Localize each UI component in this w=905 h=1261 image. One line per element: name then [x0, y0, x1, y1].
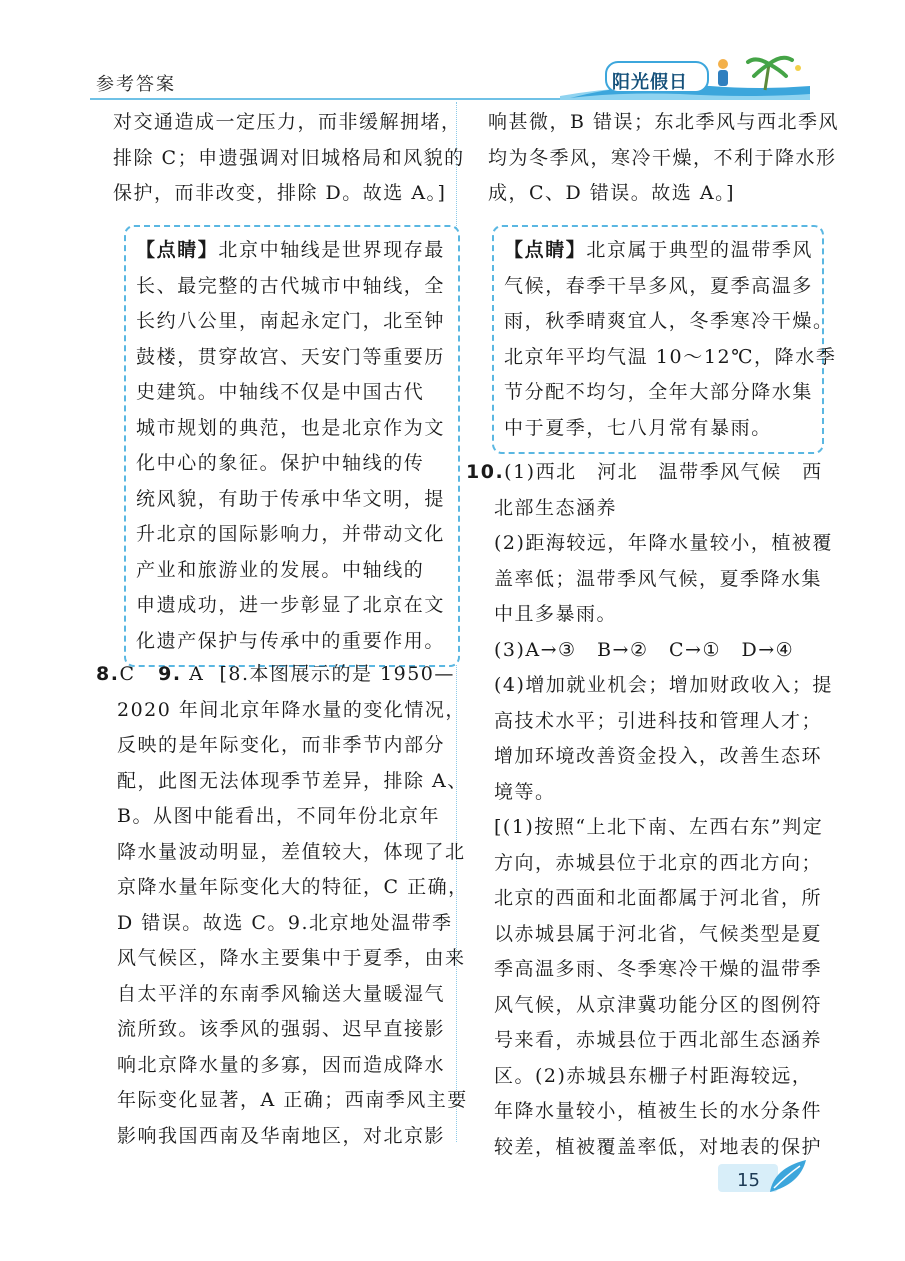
text-line: 对交通造成一定压力，而非缓解拥堵， [113, 111, 462, 133]
text-line: 北部生态涵养 [494, 496, 618, 519]
text-line: 中于夏季，七八月常有暴雨。 [504, 416, 772, 439]
text-line: 长、最完整的古代城市中轴线，全 [136, 274, 446, 297]
text-line: 流所致。该季风的强弱、迟早直接影 [117, 1018, 446, 1040]
text-line: 号来看，赤城县位于西北部生态涵养 [494, 1029, 823, 1051]
text-line: 申遗成功，进一步彰显了北京在文 [136, 594, 446, 616]
text-line: 产业和旅游业的发展。中轴线的 [136, 558, 425, 581]
text-line: 升北京的国际影响力，并带动文化 [136, 523, 446, 545]
answer-10-body [494, 491, 833, 1166]
text-line: 雨，秋季晴爽宜人，冬季寒冷干燥。 [504, 310, 834, 332]
text-line [466, 455, 823, 491]
note-tag: 【点睛】 [504, 239, 587, 261]
text-line: 自太平洋的东南季风输送大量暖湿气 [117, 982, 446, 1005]
page-number-leaf-icon [718, 1158, 808, 1196]
text-line: 以赤城县属于河北省，气候类型是夏 [494, 922, 823, 945]
text-line: 较差，植被覆盖率低，对地表的保护 [494, 1135, 823, 1158]
question-number: 10. [466, 461, 505, 483]
answer-8-9-body [117, 693, 469, 1155]
text-line: 成，C、D 错误。故选 A。] [488, 182, 735, 204]
text-line: 区。(2)赤城县东栅子村距海较远， [494, 1064, 813, 1087]
text-line: 风气候，从京津冀功能分区的图例符 [494, 993, 823, 1016]
question-number: 8. [96, 663, 120, 685]
text-line: 响甚微，B 错误；东北季风与西北季风 [488, 111, 840, 133]
text-line: (4)增加就业机会；增加财政收入；提 [494, 674, 833, 696]
brand-title: 阳光假日 [612, 72, 688, 93]
text-line: 增加环境改善资金投入，改善生态环 [494, 745, 823, 767]
text-line [504, 233, 814, 269]
text-line: 反映的是年际变化，而非季节内部分 [117, 734, 446, 756]
note-box-right [492, 225, 837, 454]
text-line: 配，此图无法体现季节差异，排除 A、 [117, 769, 468, 792]
text-line: 风气候区，降水主要集中于夏季，由来 [117, 947, 466, 969]
text-segment: [8.本图展示的是 1950— [219, 663, 455, 685]
text-line: D 错误。故选 C。9.北京地处温带季 [117, 911, 453, 934]
text-line: 中且多暴雨。 [494, 603, 618, 625]
text-line: (3)A→③ B→② C→① D→④ [494, 638, 795, 661]
text-line: 化遗产保护与传承中的重要作用。 [136, 629, 446, 652]
text-line: 2020 年间北京年降水量的变化情况， [117, 698, 466, 721]
text-line: [(1)按照“上北下南、左西右东”判定 [494, 816, 824, 838]
text-segment: (1)西北 河北 温带季风气候 西 [504, 461, 823, 483]
text-line: 响北京降水量的多寡，因而造成降水 [117, 1053, 446, 1076]
answer-value: C [119, 663, 136, 685]
text-line: 史建筑。中轴线不仅是中国古代 [136, 381, 425, 403]
text-line: 统风貌，有助于传承中华文明，提 [136, 487, 446, 510]
text-line: 城市规划的典范，也是北京作为文 [136, 416, 446, 439]
text-line: 高技术水平；引进科技和管理人才； [494, 709, 823, 732]
text-line: 鼓楼，贯穿故宫、天安门等重要历 [136, 345, 446, 368]
text-line: 年际变化显著，A 正确；西南季风主要 [117, 1089, 468, 1111]
text-line: 保护，而非改变，排除 D。故选 A。] [113, 182, 447, 204]
text-line: 方向，赤城县位于北京的西北方向； [494, 851, 823, 874]
text-line: 季高温多雨、冬季寒冷干燥的温带季 [494, 958, 823, 980]
answer-value: A [189, 663, 205, 685]
text-line: 年降水量较小，植被生长的水分条件 [494, 1100, 823, 1122]
right-column-top [488, 105, 840, 212]
note-box-left [124, 225, 460, 667]
text-line: 节分配不均匀，全年大部分降水集 [504, 381, 814, 403]
header-section-title: 参考答案 [96, 74, 176, 95]
text-line: 影响我国西南及华南地区，对北京影 [117, 1124, 446, 1147]
text-segment: 北京中轴线是世界现存最 [218, 239, 446, 261]
text-line: 降水量波动明显，差值较大，体现了北 [117, 840, 466, 863]
text-line [96, 657, 455, 693]
header-rule [90, 98, 610, 100]
text-line: 长约八公里，南起永定门，北至钟 [136, 310, 446, 332]
note-tag: 【点睛】 [136, 239, 219, 261]
text-line: 境等。 [494, 780, 556, 803]
text-line: B。从图中能看出，不同年份北京年 [117, 805, 440, 827]
text-line: 北京的西面和北面都属于河北省，所 [494, 887, 823, 909]
text-line: 均为冬季风，寒冷干燥，不利于降水形 [488, 146, 837, 169]
text-line: 气候，春季干旱多风，夏季高温多 [504, 274, 814, 297]
answer-10 [466, 455, 823, 491]
text-segment: 北京属于典型的温带季风 [586, 239, 814, 261]
text-line: 京降水量年际变化大的特征，C 正确， [117, 876, 469, 898]
text-line: (2)距海较远，年降水量较小，植被覆 [494, 532, 833, 554]
text-line: 化中心的象征。保护中轴线的传 [136, 452, 425, 474]
left-column-top [113, 105, 465, 212]
text-line [136, 233, 450, 269]
question-number: 9. [158, 663, 182, 685]
text-line: 盖率低；温带季风气候，夏季降水集 [494, 567, 823, 590]
page-number: 15 [737, 1170, 760, 1191]
text-line: 排除 C；申遗强调对旧城格局和风貌的 [113, 146, 465, 169]
answer-8-9 [96, 657, 455, 693]
text-line: 北京年平均气温 10～12℃，降水季 [504, 345, 837, 368]
